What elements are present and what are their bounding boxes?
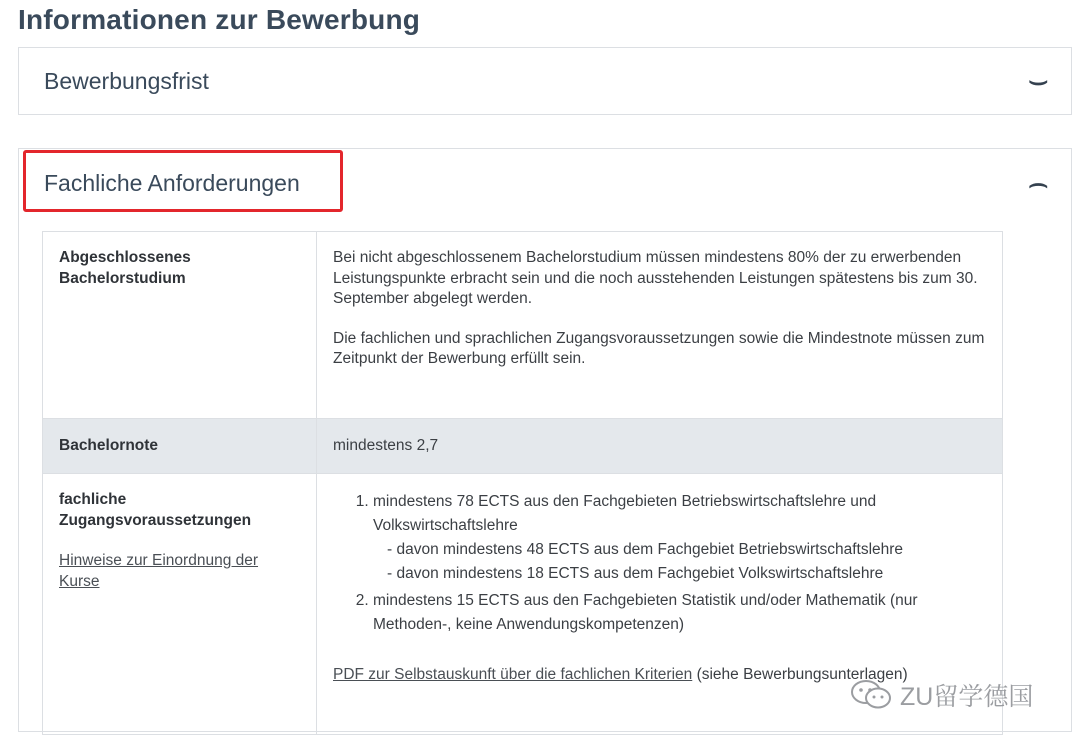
accordion-title-bewerbungsfrist[interactable]: Bewerbungsfrist [44,68,209,94]
watermark [850,677,1033,713]
row-content-bachelornote: mindestens 2,7 [317,419,1003,474]
zugangsvoraussetzungen-label: fachliche Zugangsvoraussetzungen [59,491,252,529]
sub-list-item: - davon mindestens 48 ECTS aus dem Fachgebiet Betriebswirtschaftslehre [387,541,904,558]
chevron-down-icon[interactable]: ⌣ [1027,68,1048,93]
pdf-suffix: (siehe Bewerbungsunterlagen) [692,666,908,683]
row-label-zugangsvoraussetzungen [43,474,317,735]
bachelor-paragraph-2: Die fachlichen und sprachlichen Zugangsvoraussetzungen sowie die Mindestnote müssen zum Zeitpunkt der Bewerbung erfüllt sein. [333,329,985,367]
list-item-text: mindestens 78 ECTS aus den Fachgebieten Betriebswirtschaftslehre und Volkswirtschaftslehre [373,493,877,534]
row-label-bachelorstudium: Abgeschlossenes Bachelorstudium [43,232,317,419]
watermark-text: ZU留学德国 [900,683,1034,711]
list-item: 2. mindestens 15 ECTS aus den Fachgebieten Statistik und/oder Mathematik (nur Methoden-, keine Anwendungskompetenzen) [373,589,986,637]
accordion-title-fachliche-anforderungen[interactable]: Fachliche Anforderungen [44,170,300,196]
hint-link[interactable]: Hinweise zur Einordnung der Kurse [59,552,259,590]
list-item [373,490,986,586]
wechat-icon [850,680,894,710]
row-content-bachelorstudium [317,232,1003,419]
page-title: Informationen zur Bewerbung [18,4,421,35]
requirements-list [333,490,986,637]
table-row [43,232,1003,419]
accordion-fachliche-anforderungen[interactable] [18,148,1072,732]
accordion-bewerbungsfrist[interactable] [18,47,1072,115]
sub-list-item: - davon mindestens 18 ECTS aus dem Fachgebiet Volkswirtschaftslehre [387,565,884,582]
table-row [43,419,1003,474]
sub-list [373,538,986,586]
row-label-bachelornote: Bachelornote [43,419,317,474]
chevron-up-icon[interactable]: ⌢ [1027,171,1048,196]
bachelor-paragraph-1: Bei nicht abgeschlossenem Bachelorstudium müssen mindestens 80% der zu erwerbenden Leistungspunkte erbracht sein und die noch ausstehenden Leistungen spätestens bis zum 30. September abgelegt werden. [333,249,978,307]
requirements-table [42,231,1003,735]
pdf-link[interactable]: PDF zur Selbstauskunft über die fachlichen Kriterien [333,666,693,683]
